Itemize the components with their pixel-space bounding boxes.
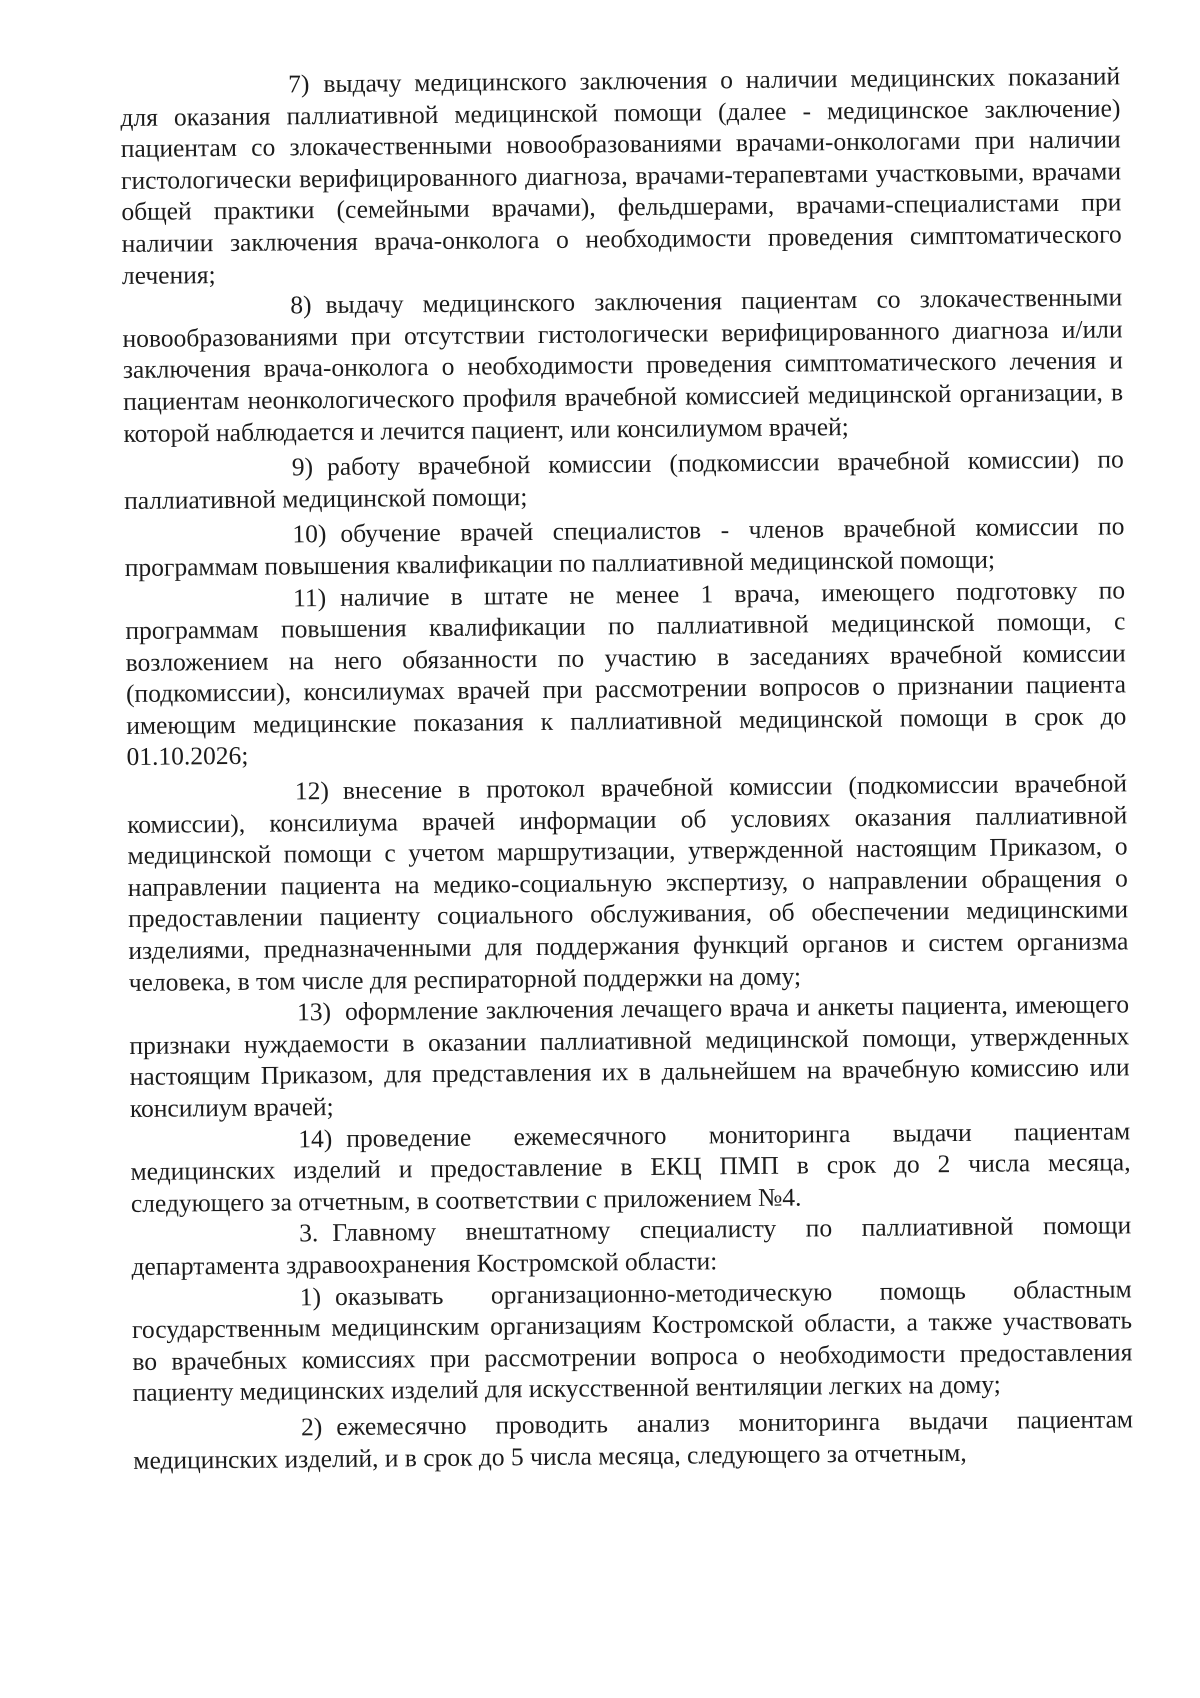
paragraph-item-10 <box>124 511 1125 584</box>
item-number: 9) <box>291 452 314 482</box>
item-text: внесение в протокол врачебной комиссии (подкомиссии врачебной комиссии), консилиума врачей информации об условиях оказания паллиативной медицинской помощи с учетом маршрутизации, утвержденной настоящим Приказом, о направлении пациента на медико-социальную экспертизу, о направлении обращения о предоставлении пациенту социального обслуживания, об обеспечении медицинскими изделиями, предназначенными для поддержания функций органов и систем организма человека, в том числе для респираторной поддержки на дому; <box>127 768 1129 997</box>
paragraph-item-7 <box>120 60 1122 291</box>
item-number: 14) <box>298 1123 333 1153</box>
paragraph-item-9 <box>124 444 1125 517</box>
section-number: 3. <box>299 1218 319 1248</box>
item-text: выдачу медицинского заключения пациентам со злокачественными новообразованиями при отсутствии гистологически верифицированного диагноза и/или заключения врача-онколога о необходимости проведения симптоматического лечения и пациентам неонкологического профиля врачебной комиссией медицинской организации, в которой наблюдается и лечится пациент, или консилиумом врачей; <box>122 282 1124 448</box>
section-text: Главному внештатному специалисту по паллиативной помощи департамента здравоохранения Костромской области: <box>131 1210 1132 1281</box>
paragraph-item-3-1 <box>132 1273 1133 1409</box>
item-text: работу врачебной комиссии (подкомиссии врачебной комиссии) по паллиативной медицинской помощи; <box>123 444 1124 515</box>
item-text: оказывать организационно-методическую помощь областным государственным медицинским организациям Костромской области, а также участвовать во врачебных комиссиях при рассмотрении вопроса о необходимости предоставления пациенту медицинских изделий для искусственной вентиляции легких на дому; <box>131 1273 1133 1408</box>
paragraph-item-8 <box>122 282 1123 450</box>
item-number: 11) <box>292 582 327 612</box>
item-number: 10) <box>292 519 327 549</box>
item-text: оформление заключения лечащего врача и анкеты пациента, имеющего признаки нуждаемости в оказании паллиативной медицинской помощи, утвержденных настоящим Приказом, для представления их в дальнейшем на врачебную комиссию или консилиум врачей; <box>129 989 1130 1123</box>
item-number: 8) <box>290 290 312 320</box>
item-text: обучение врачей специалистов - членов врачебной комиссии по программам повышения квалификации по паллиативной медицинской помощи; <box>124 511 1125 582</box>
paragraph-item-14 <box>130 1115 1131 1219</box>
document-body <box>120 60 1133 1476</box>
paragraph-item-3-2 <box>133 1403 1134 1476</box>
item-number: 1) <box>299 1281 322 1311</box>
item-text: наличие в штате не менее 1 врача, имеющего подготовку по программам повышения квалификации по паллиативной медицинской помощи, с возложением на него обязанности по участию в заседаниях врачебной комиссии (подкомиссии), консилиумах врачей при рассмотрении вопросов о признании пациента имеющим медицинские показания к паллиативной медицинской помощи в срок до 01.10.2026; <box>125 574 1127 772</box>
item-text: проведение ежемесячного мониторинга выдачи пациентам медицинских изделий и предоставление в ЕКЦ ПМП в срок до 2 числа месяца, следующего за отчетным, в соответствии с приложением №4. <box>130 1115 1131 1218</box>
paragraph-item-12 <box>127 767 1129 998</box>
item-number: 7) <box>288 69 310 99</box>
item-number: 2) <box>300 1412 323 1442</box>
item-number: 12) <box>294 776 330 806</box>
item-number: 13) <box>296 997 332 1027</box>
paragraph-item-13 <box>129 989 1130 1125</box>
paragraph-item-11 <box>125 574 1127 773</box>
section-3-heading <box>131 1210 1132 1283</box>
item-text: выдачу медицинского заключения о наличии медицинских показаний для оказания паллиативной медицинской помощи (далее - медицинское заключение) пациентам со злокачественными новообразованиями врачами-онкологами при наличии гистологически верифицированного диагноза, врачами-терапевтами участковыми, врачами общей практики (семейными врачами), фельдшерами, врачами-специалистами при наличии заключения врача-онколога о необходимости проведения симптоматического лечения; <box>120 61 1122 290</box>
item-text: ежемесячно проводить анализ мониторинга выдачи пациентам медицинских изделий, и в срок до 5 числа месяца, следующего за отчетным, <box>133 1404 1134 1475</box>
